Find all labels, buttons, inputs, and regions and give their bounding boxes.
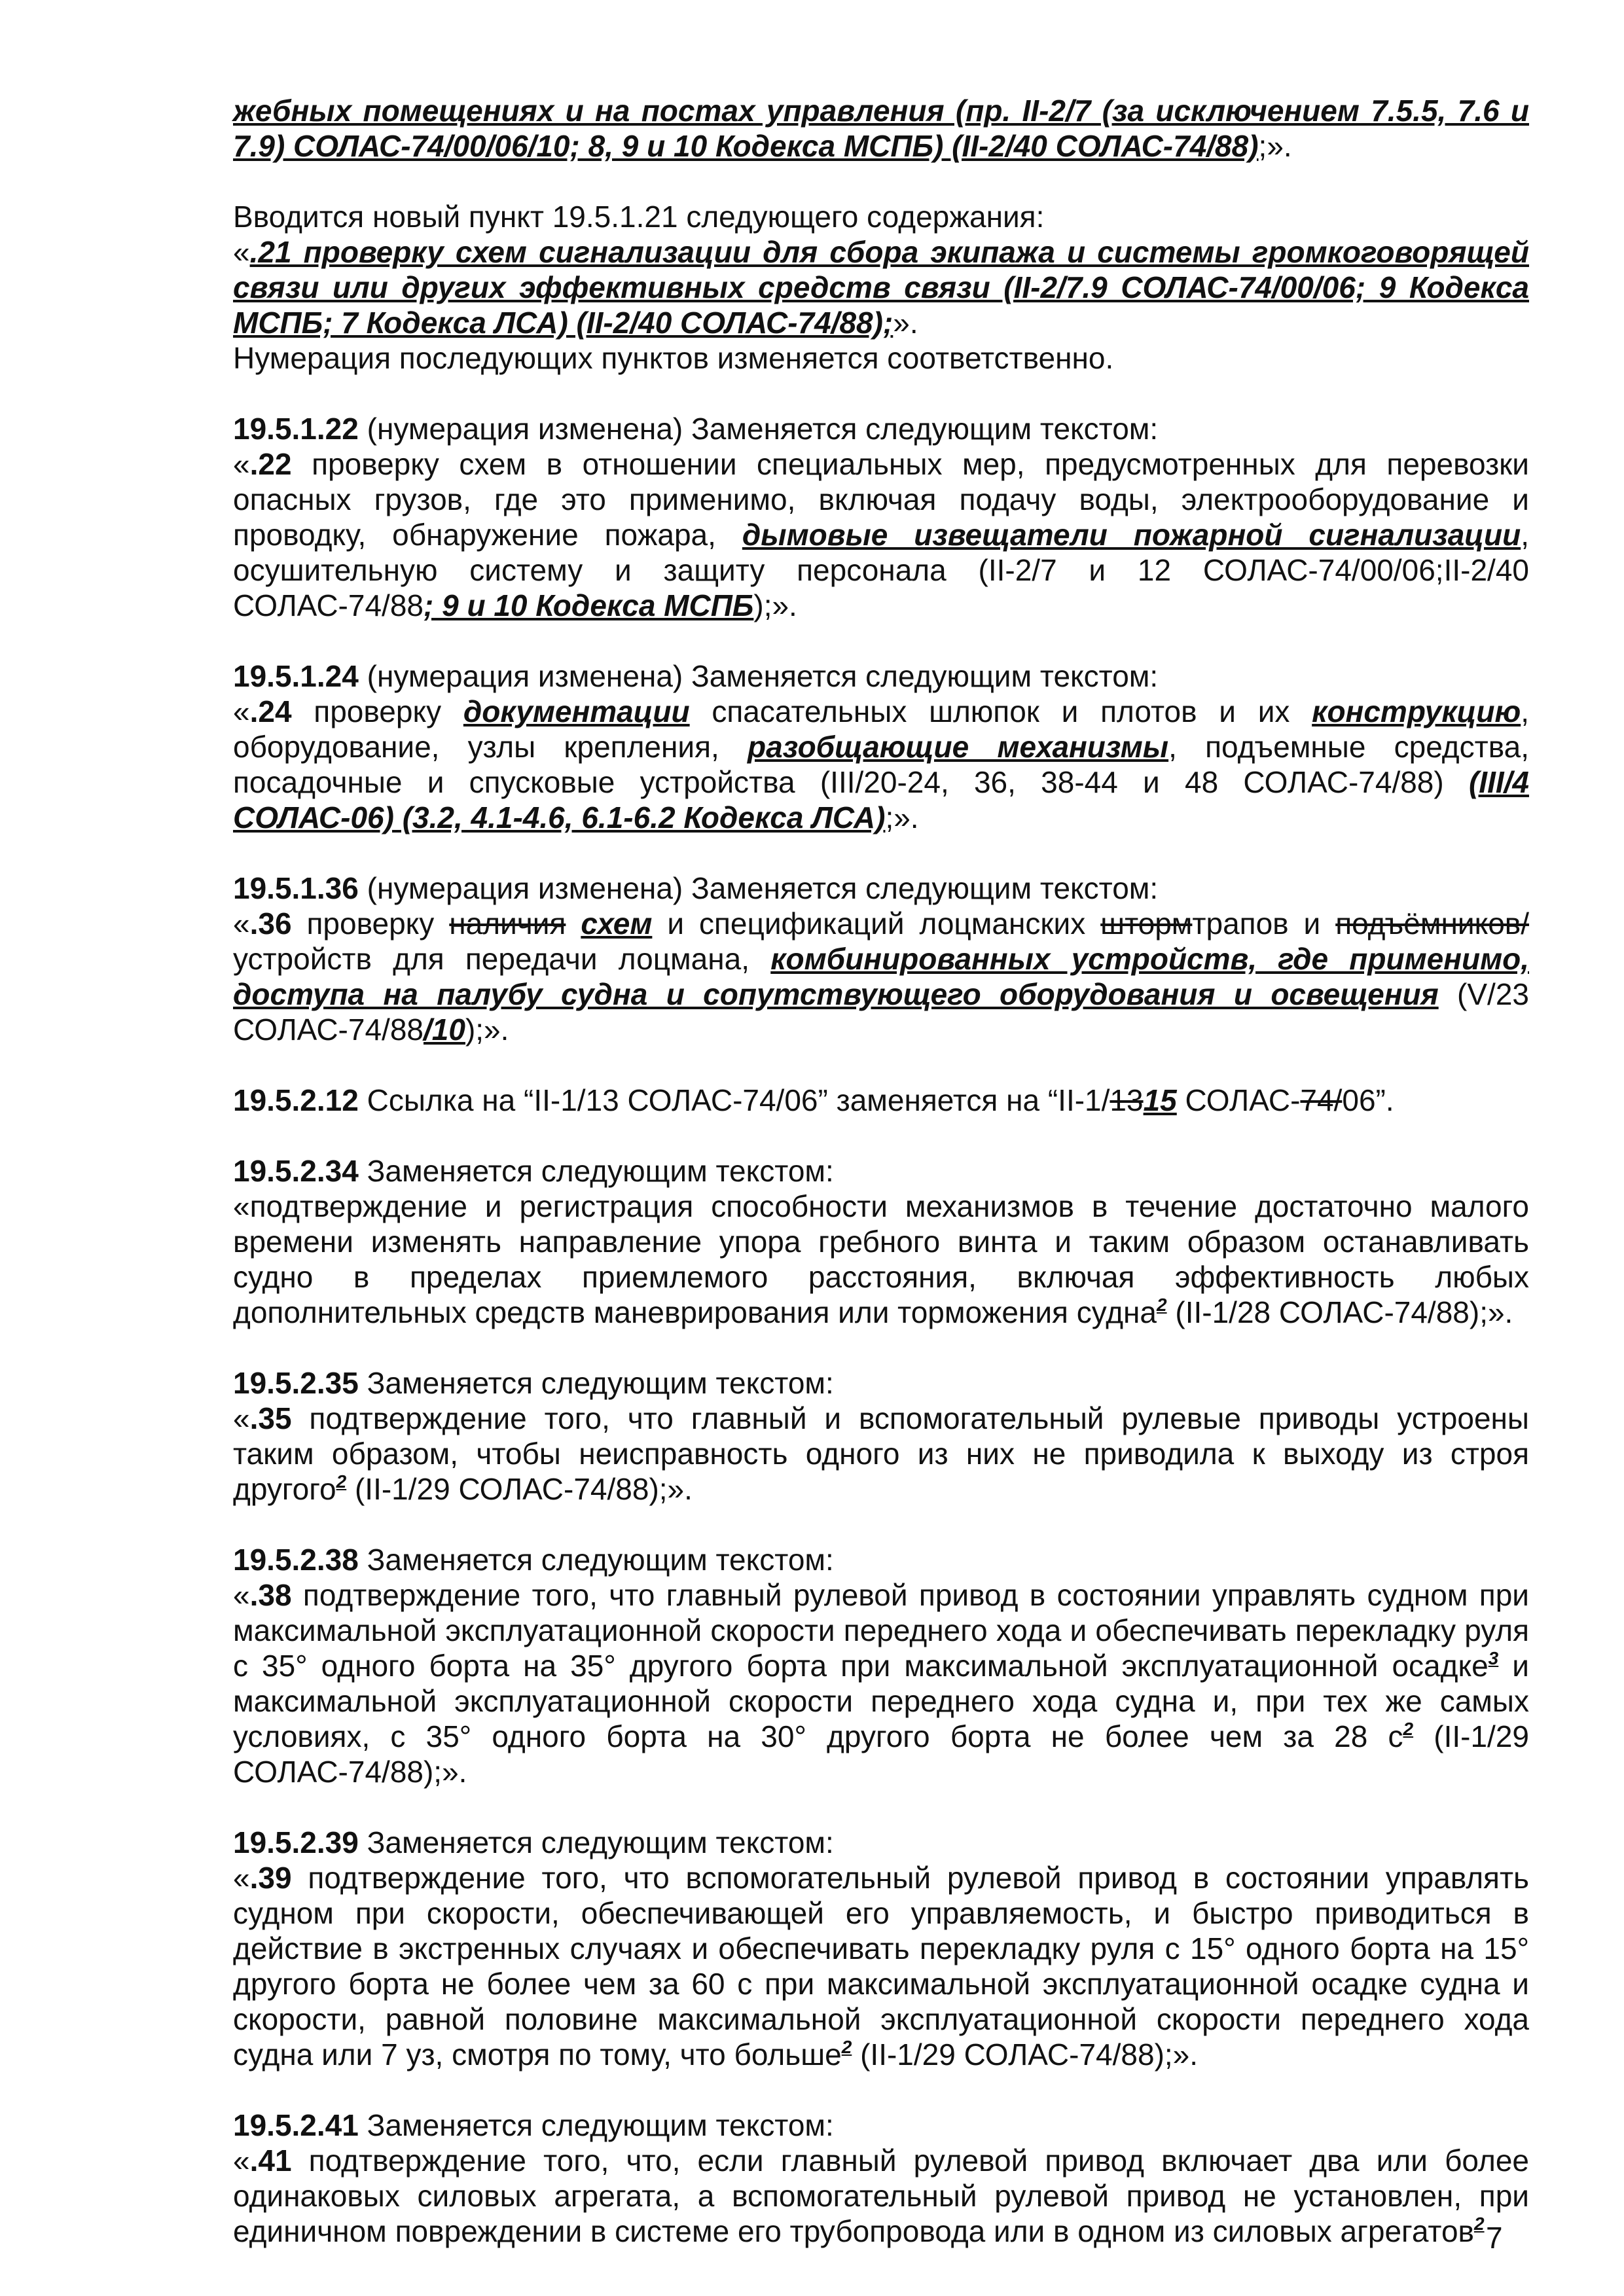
continuation-paragraph: жебных помещениях и на постах управления (пр. II-2/7 (за исключением 7.5.5, 7.6 и 7.9) СОЛАС-74/00/06/10; 8, 9 и 10 Кодекса МСПБ) (II-2/40 СОЛАС-74/88);». bbox=[233, 94, 1529, 163]
document-body bbox=[233, 93, 1529, 2249]
section-heading-19-5-1-22: 19.5.1.22 (нумерация изменена) Заменяется следующим текстом: bbox=[233, 412, 1159, 446]
section-heading-19-5-1-36: 19.5.1.36 (нумерация изменена) Заменяется следующим текстом: bbox=[233, 871, 1159, 905]
footnote-ref: 2 bbox=[336, 1471, 347, 1492]
new-item-text: «.21 проверку схем сигнализации для сбора экипажа и системы громкоговорящей связи или других эффективных средств связи (II-2/7.9 СОЛАС-74/00/06; 9 Кодекса МСПБ; 7 Кодекса ЛСА) (II-2/40 СОЛАС-74/88);». bbox=[233, 235, 1529, 340]
footnote-ref: 2 bbox=[1403, 1719, 1414, 1739]
section-number: 19.5.1.36 bbox=[233, 871, 359, 905]
section-text-19-5-2-39: «.39 подтверждение того, что вспомогательный рулевой привод в состоянии управлять судном при скорости, обеспечивающей его управляемость, и быстро приводиться в действие в экстренных случаях и обеспечивать перекладку руля с 15° одного борта на 15° другого борта не более чем за 60 с при максимальной эксплуатационной осадке судна и скорости, равной половине максимальной эксплуатационной скорости переднего хода судна или 7 уз, смотря по тому, что больше$^2$ (II-1/29 СОЛАС-74/88);». bbox=[233, 1861, 1529, 2072]
section-number: 19.5.1.22 bbox=[233, 412, 359, 446]
section-text-19-5-2-41: «.41 подтверждение того, что, если главный рулевой привод включает два или более одинаковых силовых агрегата, а вспомогательный рулевой привод не установлен, при единичном повреждении в системе его трубопровода или в одном из силовых агрегатов$^2$ bbox=[233, 2144, 1529, 2248]
section-text-19-5-1-24: «.24 проверку документации спасательных шлюпок и плотов и их конструкцию, оборудование, узлы крепления, разобщающие механизмы, подъемные средства, посадочные и спусковые устройства (III/20-24, 36, 38-44 и 48 СОЛАС-74/88) (III/4 СОЛАС-06) (3.2, 4.1-4.6, 6.1-6.2 Кодекса ЛСА);». bbox=[233, 694, 1530, 834]
section-heading-19-5-2-34: 19.5.2.34 Заменяется следующим текстом: bbox=[233, 1154, 834, 1188]
section-number: 19.5.2.39 bbox=[233, 1825, 359, 1859]
section-heading-19-5-2-41: 19.5.2.41 Заменяется следующим текстом: bbox=[233, 2108, 834, 2142]
section-text-19-5-2-38: «.38 подтверждение того, что главный рулевой привод в состоянии управлять судном при максимальной эксплуатационной скорости переднего хода и обеспечивать перекладку руля с 35° одного борта на 35° другого борта при максимальной эксплуатационной осадке$^3$ и максимальной эксплуатационной скорости переднего хода судна и, при тех же самых условиях, с 35° одного борта на 30° другого борта не более чем за 28 с$^2$ (II-1/29 СОЛАС-74/88);». bbox=[233, 1578, 1529, 1789]
section-heading-19-5-2-35: 19.5.2.35 Заменяется следующим текстом: bbox=[233, 1366, 834, 1400]
section-text-19-5-1-22: «.22 проверку схем в отношении специальных мер, предусмотренных для перевозки опасных грузов, где это применимо, включая подачу воды, электрооборудование и проводку, обнаружение пожара, дымовые извещатели пожарной сигнализации, осушительную систему и защиту персонала (II-2/7 и 12 СОЛАС-74/00/06;II-2/40 СОЛАС-74/88; 9 и 10 Кодекса МСПБ);». bbox=[233, 447, 1529, 622]
footnote-ref: 3 bbox=[1488, 1648, 1499, 1668]
section-heading-19-5-1-24: 19.5.1.24 (нумерация изменена) Заменяется следующим текстом: bbox=[233, 659, 1159, 693]
section-number: 19.5.2.41 bbox=[233, 2108, 359, 2142]
footnote-ref: 2 bbox=[1157, 1295, 1167, 1315]
deleted-text: 13 bbox=[1110, 1083, 1144, 1117]
deleted-text: подъёмников/ bbox=[1335, 906, 1530, 941]
section-heading-19-5-2-38: 19.5.2.38 Заменяется следующим текстом: bbox=[233, 1543, 834, 1577]
amendment-highlight: .21 проверку схем сигнализации для сбора экипажа и системы громкоговорящей связи или других эффективных средств связи (II-2/7.9 СОЛАС-74/00/06; 9 Кодекса МСПБ; 7 Кодекса ЛСА) (II-2/40 СОЛАС-74/88); bbox=[233, 235, 1529, 340]
new-item-intro: Вводится новый пункт 19.5.1.21 следующего содержания: bbox=[233, 200, 1045, 234]
amendment-highlight: 15 bbox=[1143, 1083, 1177, 1117]
section-heading-19-5-2-39: 19.5.2.39 Заменяется следующим текстом: bbox=[233, 1825, 834, 1859]
amendment-highlight: ; 9 и 10 Кодекса МСПБ bbox=[423, 588, 754, 622]
section-text-19-5-2-12: 19.5.2.12 Ссылка на “II-1/13 СОЛАС-74/06” заменяется на “II-1/1315 СОЛАС-74/06”. bbox=[233, 1083, 1394, 1117]
section-number: 19.5.2.34 bbox=[233, 1154, 359, 1188]
section-number: 19.5.2.35 bbox=[233, 1366, 359, 1400]
section-text-19-5-2-35: «.35 подтверждение того, что главный и вспомогательный рулевые приводы устроены таким образом, чтобы неисправность одного из них не приводила к выходу из строя другого$^2$ (II-1/29 СОЛАС-74/88);». bbox=[233, 1401, 1529, 1506]
footnote-ref: 2 bbox=[841, 2037, 852, 2057]
amendment-highlight: дымовые извещатели пожарной сигнализации bbox=[742, 518, 1521, 552]
page-number: 7 bbox=[1486, 2221, 1503, 2255]
deleted-text: наличия bbox=[449, 906, 566, 941]
amendment-highlight: жебных помещениях и на постах управления (пр. II-2/7 (за исключением 7.5.5, 7.6 и 7.9) СОЛАС-74/00/06/10; 8, 9 и 10 Кодекса МСПБ) (II-2/40 СОЛАС-74/88) bbox=[233, 94, 1529, 163]
amendment-highlight: конструкцию bbox=[1312, 694, 1521, 728]
amendment-highlight: комбинированных устройств, где применимо, доступа на палубу судна и сопутствующего оборудования и освещения bbox=[233, 942, 1529, 1011]
renumbering-note: Нумерация последующих пунктов изменяется соответственно. bbox=[233, 341, 1114, 375]
amendment-highlight: /10 bbox=[423, 1013, 465, 1047]
amendment-highlight: документации bbox=[463, 694, 690, 728]
amendment-highlight: схем bbox=[581, 906, 653, 941]
section-text-19-5-2-34: «подтверждение и регистрация способности механизмов в течение достаточно малого времени изменять направление упора гребного винта и таким образом останавливать судно в пределах приемлемого расстояния, включая эффективность любых дополнительных средств маневрирования или торможения судна$^2$ (II-1/28 СОЛАС-74/88);». bbox=[233, 1189, 1529, 1329]
amendment-highlight: (III/4 СОЛАС-06) (3.2, 4.1-4.6, 6.1-6.2 Кодекса ЛСА) bbox=[233, 765, 1529, 834]
amendment-highlight: разобщающие механизмы bbox=[748, 730, 1169, 764]
deleted-text: шторм bbox=[1100, 906, 1193, 941]
deleted-text: 74/ bbox=[1300, 1083, 1343, 1117]
section-number: 19.5.2.12 bbox=[233, 1083, 359, 1117]
section-text-19-5-1-36: «.36 проверку наличия схем и спецификаций лоцманских штормтрапов и подъёмников/устройств для передачи лоцмана, комбинированных устройств, где применимо, доступа на палубу судна и сопутствующего оборудования и освещения (V/23 СОЛАС-74/88/10);». bbox=[233, 906, 1530, 1047]
section-number: 19.5.2.38 bbox=[233, 1543, 359, 1577]
footnote-ref: 2 bbox=[1473, 2214, 1485, 2234]
section-number: 19.5.1.24 bbox=[233, 659, 359, 693]
